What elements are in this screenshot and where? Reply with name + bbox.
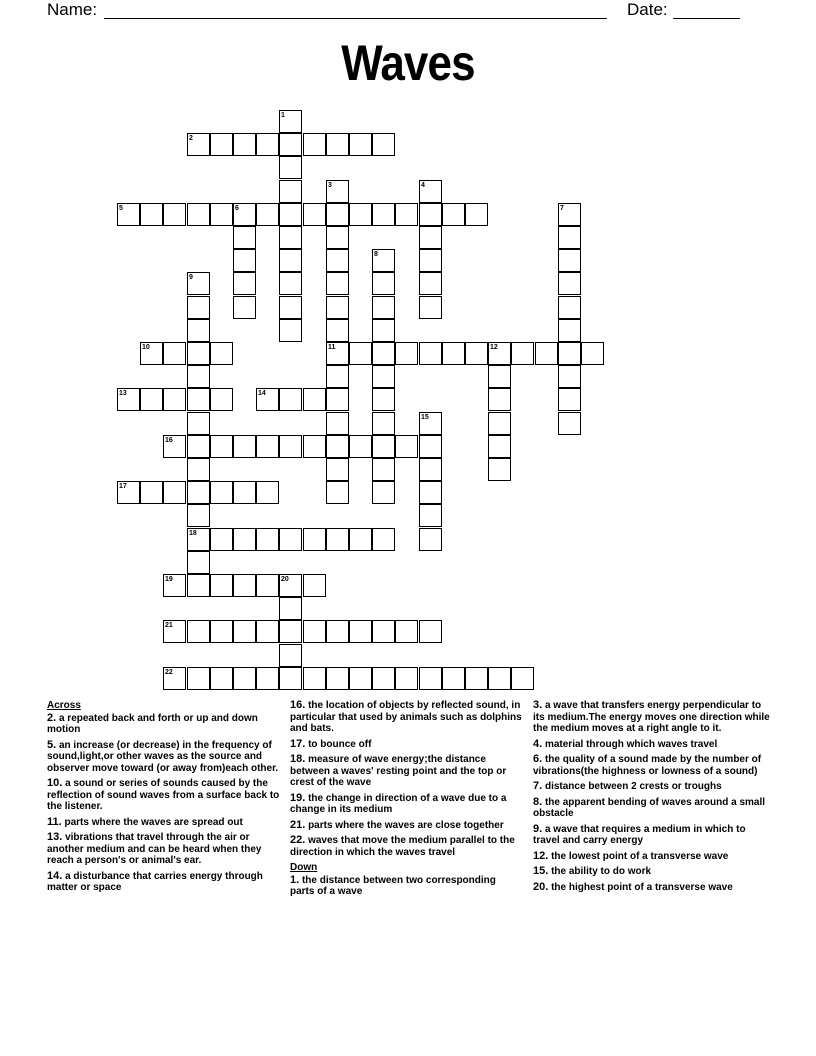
grid-cell[interactable] xyxy=(210,133,233,156)
grid-cell[interactable] xyxy=(326,365,349,388)
grid-cell[interactable] xyxy=(326,481,349,504)
grid-cell[interactable] xyxy=(488,412,511,435)
grid-cell[interactable] xyxy=(349,620,372,643)
grid-cell[interactable] xyxy=(187,435,210,458)
grid-cell[interactable] xyxy=(419,458,442,481)
grid-cell[interactable] xyxy=(187,504,210,527)
clue-item xyxy=(533,882,771,894)
clue-item-text: to bounce off xyxy=(305,738,372,750)
grid-cell[interactable] xyxy=(326,272,349,295)
clue-number-15: 15 xyxy=(421,414,429,421)
clue-item xyxy=(47,832,282,867)
grid-cell[interactable] xyxy=(256,667,279,690)
clue-number-5: 5 xyxy=(119,205,123,212)
grid-cell[interactable] xyxy=(326,249,349,272)
clue-item-text: the highest point of a transverse wave xyxy=(548,881,733,893)
grid-cell[interactable] xyxy=(326,226,349,249)
grid-cell[interactable] xyxy=(558,412,581,435)
grid-cell[interactable] xyxy=(303,667,326,690)
date-label: Date: xyxy=(627,0,668,19)
clue-item xyxy=(533,781,771,793)
grid-cell[interactable] xyxy=(372,388,395,411)
grid-cell[interactable] xyxy=(233,435,256,458)
grid-cell[interactable] xyxy=(419,342,442,365)
grid-cell[interactable] xyxy=(372,458,395,481)
clue-item xyxy=(290,739,522,751)
grid-cell[interactable] xyxy=(419,435,442,458)
grid-cell[interactable] xyxy=(419,249,442,272)
grid-cell[interactable] xyxy=(233,296,256,319)
clue-item-number: 21. xyxy=(290,818,306,831)
grid-cell[interactable] xyxy=(279,435,302,458)
grid-cell[interactable] xyxy=(279,597,302,620)
grid-cell[interactable] xyxy=(140,203,163,226)
clue-list-across-2 xyxy=(290,700,522,858)
clue-item-number: 19. xyxy=(290,791,306,804)
grid-cell[interactable] xyxy=(326,388,349,411)
grid-cell[interactable] xyxy=(419,272,442,295)
clue-item-number: 15. xyxy=(533,865,549,877)
grid-cell[interactable] xyxy=(303,388,326,411)
grid-cell[interactable] xyxy=(326,620,349,643)
grid-cell[interactable] xyxy=(372,435,395,458)
clue-item xyxy=(290,820,522,832)
grid-cell[interactable] xyxy=(210,388,233,411)
grid-cell[interactable] xyxy=(558,249,581,272)
clue-number-11: 11 xyxy=(328,344,336,351)
clue-item-number: 14. xyxy=(47,869,63,882)
grid-cell[interactable] xyxy=(256,620,279,643)
clue-number-10: 10 xyxy=(142,344,150,351)
clue-number-13: 13 xyxy=(119,390,127,397)
grid-cell[interactable] xyxy=(419,667,442,690)
grid-cell[interactable] xyxy=(233,272,256,295)
grid-cell[interactable] xyxy=(233,249,256,272)
grid-cell[interactable] xyxy=(303,620,326,643)
grid-cell[interactable] xyxy=(187,203,210,226)
grid-cell[interactable] xyxy=(581,342,604,365)
grid-cell[interactable] xyxy=(558,388,581,411)
grid-cell[interactable] xyxy=(279,156,302,179)
clue-item-text: the ability to do work xyxy=(548,866,652,877)
grid-cell[interactable] xyxy=(372,272,395,295)
clue-item-text: the location of objects by reflected sound, in particular that used by animals such as dolphins and bats. xyxy=(290,700,522,734)
clue-number-21: 21 xyxy=(165,622,173,629)
clue-number-1: 1 xyxy=(281,112,285,119)
clue-item-number: 16. xyxy=(290,699,306,711)
grid-cell[interactable] xyxy=(140,481,163,504)
grid-cell[interactable] xyxy=(233,574,256,597)
grid-cell[interactable] xyxy=(372,365,395,388)
grid-cell[interactable] xyxy=(419,296,442,319)
grid-cell[interactable] xyxy=(442,203,465,226)
grid-cell[interactable] xyxy=(233,667,256,690)
clue-item-number: 10. xyxy=(47,777,63,789)
grid-cell[interactable] xyxy=(279,528,302,551)
grid-cell[interactable] xyxy=(187,319,210,342)
clues-column-3 xyxy=(533,700,771,897)
grid-cell[interactable] xyxy=(558,272,581,295)
grid-cell[interactable] xyxy=(187,388,210,411)
grid-cell[interactable] xyxy=(210,620,233,643)
grid-cell[interactable] xyxy=(326,528,349,551)
grid-cell[interactable] xyxy=(372,342,395,365)
clue-item-number: 20. xyxy=(533,880,549,893)
grid-cell[interactable] xyxy=(279,644,302,667)
grid-cell[interactable] xyxy=(326,296,349,319)
clue-item xyxy=(533,824,771,847)
grid-cell[interactable] xyxy=(488,388,511,411)
clue-item-text: the change in direction of a wave due to a change in its medium xyxy=(290,792,507,815)
grid-cell[interactable] xyxy=(187,296,210,319)
grid-cell[interactable] xyxy=(233,528,256,551)
grid-cell[interactable] xyxy=(511,342,534,365)
clue-number-19: 19 xyxy=(165,576,173,583)
across-heading: Across xyxy=(47,700,81,711)
clue-item xyxy=(290,835,522,858)
clue-number-7: 7 xyxy=(560,205,564,212)
down-heading: Down xyxy=(290,862,318,873)
grid-cell[interactable] xyxy=(372,203,395,226)
clue-list-down-2 xyxy=(533,700,771,893)
grid-cell[interactable] xyxy=(233,226,256,249)
grid-cell[interactable] xyxy=(372,620,395,643)
grid-cell[interactable] xyxy=(372,481,395,504)
clue-item xyxy=(533,797,771,820)
grid-cell[interactable] xyxy=(372,528,395,551)
clue-item-number: 22. xyxy=(290,834,306,846)
clue-number-9: 9 xyxy=(189,274,193,281)
grid-cell[interactable] xyxy=(303,203,326,226)
grid-cell[interactable] xyxy=(187,342,210,365)
grid-cell[interactable] xyxy=(279,319,302,342)
grid-cell[interactable] xyxy=(395,667,418,690)
grid-cell[interactable] xyxy=(465,203,488,226)
grid-cell[interactable] xyxy=(303,574,326,597)
grid-cell[interactable] xyxy=(187,574,210,597)
grid-cell[interactable] xyxy=(326,203,349,226)
grid-cell[interactable] xyxy=(488,458,511,481)
clue-item-text: waves that move the medium parallel to the direction in which the waves travel xyxy=(290,835,515,858)
clue-item-text: a repeated back and forth or up and down motion xyxy=(47,712,258,735)
clue-number-16: 16 xyxy=(165,437,173,444)
grid-cell[interactable] xyxy=(465,667,488,690)
grid-cell[interactable] xyxy=(210,435,233,458)
clue-item-number: 7. xyxy=(533,780,543,792)
grid-cell[interactable] xyxy=(279,296,302,319)
grid-cell[interactable] xyxy=(349,435,372,458)
clue-item xyxy=(290,754,522,789)
name-label: Name: xyxy=(47,0,98,19)
clue-item-text: material through which waves travel xyxy=(542,738,718,750)
clue-number-3: 3 xyxy=(328,182,332,189)
clue-item-number: 18. xyxy=(290,753,306,765)
clue-number-2: 2 xyxy=(189,135,193,142)
grid-cell[interactable] xyxy=(279,272,302,295)
grid-cell[interactable] xyxy=(279,388,302,411)
grid-cell[interactable] xyxy=(233,133,256,156)
clue-item xyxy=(47,713,282,736)
grid-cell[interactable] xyxy=(210,574,233,597)
clue-item-number: 12. xyxy=(533,849,549,862)
grid-cell[interactable] xyxy=(372,296,395,319)
grid-cell[interactable] xyxy=(419,481,442,504)
clue-item xyxy=(533,866,771,878)
grid-cell[interactable] xyxy=(511,667,534,690)
clue-item-number: 4. xyxy=(533,737,543,750)
grid-cell[interactable] xyxy=(326,133,349,156)
grid-cell[interactable] xyxy=(349,203,372,226)
clue-list-down-1 xyxy=(290,875,522,898)
grid-cell[interactable] xyxy=(279,133,302,156)
grid-cell[interactable] xyxy=(256,203,279,226)
clue-item xyxy=(47,740,282,775)
grid-cell[interactable] xyxy=(210,342,233,365)
grid-cell[interactable] xyxy=(372,667,395,690)
grid-cell[interactable] xyxy=(442,667,465,690)
grid-cell[interactable] xyxy=(326,435,349,458)
grid-cell[interactable] xyxy=(233,481,256,504)
grid-cell[interactable] xyxy=(349,342,372,365)
grid-cell[interactable] xyxy=(558,296,581,319)
clue-item-number: 13. xyxy=(47,831,63,843)
grid-cell[interactable] xyxy=(349,667,372,690)
grid-cell[interactable] xyxy=(187,365,210,388)
grid-cell[interactable] xyxy=(187,620,210,643)
grid-cell[interactable] xyxy=(395,435,418,458)
clue-item-text: vibrations that travel through the air or another medium and can be heard when they reach a person's or animal's ear. xyxy=(47,832,262,866)
grid-cell[interactable] xyxy=(419,203,442,226)
grid-cell[interactable] xyxy=(442,342,465,365)
grid-cell[interactable] xyxy=(326,319,349,342)
grid-cell[interactable] xyxy=(187,412,210,435)
grid-cell[interactable] xyxy=(372,412,395,435)
clues-column-1 xyxy=(47,700,282,898)
clue-number-14: 14 xyxy=(258,390,266,397)
grid-cell[interactable] xyxy=(210,481,233,504)
grid-cell[interactable] xyxy=(303,528,326,551)
grid-cell[interactable] xyxy=(349,133,372,156)
grid-cell[interactable] xyxy=(187,481,210,504)
grid-cell[interactable] xyxy=(372,319,395,342)
grid-cell[interactable] xyxy=(488,435,511,458)
clue-item xyxy=(533,851,771,863)
clue-item-text: the quality of a sound made by the number of vibrations(the highness or lowness of a sound) xyxy=(533,754,762,777)
clue-item-number: 5. xyxy=(47,738,57,751)
grid-cell[interactable] xyxy=(279,249,302,272)
grid-cell[interactable] xyxy=(465,342,488,365)
grid-cell[interactable] xyxy=(558,226,581,249)
clue-item-text: an increase (or decrease) in the frequency of sound,light,or other waves as the source and observer move toward (or away from)each other. xyxy=(47,739,279,774)
grid-cell[interactable] xyxy=(279,620,302,643)
grid-cell[interactable] xyxy=(256,574,279,597)
clue-item-text: the lowest point of a transverse wave xyxy=(548,850,729,862)
grid-cell[interactable] xyxy=(326,458,349,481)
clues-column-2 xyxy=(290,700,522,902)
grid-cell[interactable] xyxy=(279,203,302,226)
grid-cell[interactable] xyxy=(395,620,418,643)
clue-item-number: 6. xyxy=(533,753,543,765)
clue-item-text: parts where the waves are spread out xyxy=(61,816,243,828)
clue-item-number: 9. xyxy=(533,822,543,835)
grid-cell[interactable] xyxy=(187,551,210,574)
grid-cell[interactable] xyxy=(326,667,349,690)
grid-cell[interactable] xyxy=(279,180,302,203)
grid-cell[interactable] xyxy=(303,435,326,458)
clue-item xyxy=(47,817,282,829)
grid-cell[interactable] xyxy=(419,504,442,527)
grid-cell[interactable] xyxy=(256,481,279,504)
clue-item-text: a wave that transfers energy perpendicular to its medium.The energy moves one direction while the medium moves at a right angle to it. xyxy=(533,700,770,734)
grid-cell[interactable] xyxy=(395,342,418,365)
clue-number-6: 6 xyxy=(235,205,239,212)
grid-cell[interactable] xyxy=(558,342,581,365)
clue-item xyxy=(290,875,522,898)
grid-cell[interactable] xyxy=(210,667,233,690)
clue-item-text: a wave that requires a medium in which to travel and carry energy xyxy=(533,823,746,846)
clue-item xyxy=(533,754,771,777)
grid-cell[interactable] xyxy=(256,528,279,551)
clue-item-number: 2. xyxy=(47,711,57,724)
clue-item xyxy=(290,793,522,816)
grid-cell[interactable] xyxy=(419,620,442,643)
clue-number-12: 12 xyxy=(490,344,498,351)
clue-item-number: 17. xyxy=(290,737,306,750)
grid-cell[interactable] xyxy=(233,620,256,643)
grid-cell[interactable] xyxy=(326,412,349,435)
clue-list-across-1 xyxy=(47,713,282,894)
clue-item-text: measure of wave energy;the distance between a waves' resting point and the top or crest of the wave xyxy=(290,754,507,788)
clue-item xyxy=(290,700,522,735)
grid-cell[interactable] xyxy=(256,133,279,156)
grid-cell[interactable] xyxy=(279,667,302,690)
clue-item-text: a disturbance that carries energy through matter or space xyxy=(47,870,263,893)
grid-cell[interactable] xyxy=(279,226,302,249)
grid-cell[interactable] xyxy=(349,528,372,551)
clue-item-number: 11. xyxy=(47,815,62,828)
grid-cell[interactable] xyxy=(488,365,511,388)
clue-item-number: 1. xyxy=(290,873,300,886)
grid-cell[interactable] xyxy=(488,667,511,690)
grid-cell[interactable] xyxy=(210,528,233,551)
clue-item-text: parts where the waves are close together xyxy=(305,819,504,831)
clue-item-number: 8. xyxy=(533,795,543,808)
clue-item-text: the apparent bending of waves around a small obstacle xyxy=(533,796,766,819)
clue-item xyxy=(533,739,771,751)
clue-item xyxy=(533,700,771,735)
grid-cell[interactable] xyxy=(163,481,186,504)
grid-cell[interactable] xyxy=(187,458,210,481)
grid-cell[interactable] xyxy=(140,388,163,411)
clue-number-4: 4 xyxy=(421,182,425,189)
clue-item-text: distance between 2 crests or troughs xyxy=(542,781,722,792)
clue-item-number: 3. xyxy=(533,699,543,711)
grid-cell[interactable] xyxy=(163,388,186,411)
grid-cell[interactable] xyxy=(210,203,233,226)
grid-cell[interactable] xyxy=(256,435,279,458)
clue-number-17: 17 xyxy=(119,483,127,490)
grid-cell[interactable] xyxy=(419,528,442,551)
clue-item xyxy=(47,778,282,813)
clue-number-22: 22 xyxy=(165,669,173,676)
grid-cell[interactable] xyxy=(303,133,326,156)
clue-item-text: the distance between two corresponding parts of a wave xyxy=(290,874,496,897)
grid-cell[interactable] xyxy=(395,203,418,226)
clue-number-18: 18 xyxy=(189,530,197,537)
page-title: Waves xyxy=(341,35,475,91)
grid-cell[interactable] xyxy=(558,365,581,388)
clue-number-20: 20 xyxy=(281,576,289,583)
clue-item xyxy=(47,871,282,894)
grid-cell[interactable] xyxy=(187,667,210,690)
clue-number-8: 8 xyxy=(374,251,378,258)
grid-cell[interactable] xyxy=(163,342,186,365)
clue-item-text: a sound or series of sounds caused by the reflection of sound waves from a surface back to the listener. xyxy=(47,778,280,812)
grid-cell[interactable] xyxy=(558,319,581,342)
grid-cell[interactable] xyxy=(419,226,442,249)
grid-cell[interactable] xyxy=(372,133,395,156)
grid-cell[interactable] xyxy=(535,342,558,365)
grid-cell[interactable] xyxy=(163,203,186,226)
